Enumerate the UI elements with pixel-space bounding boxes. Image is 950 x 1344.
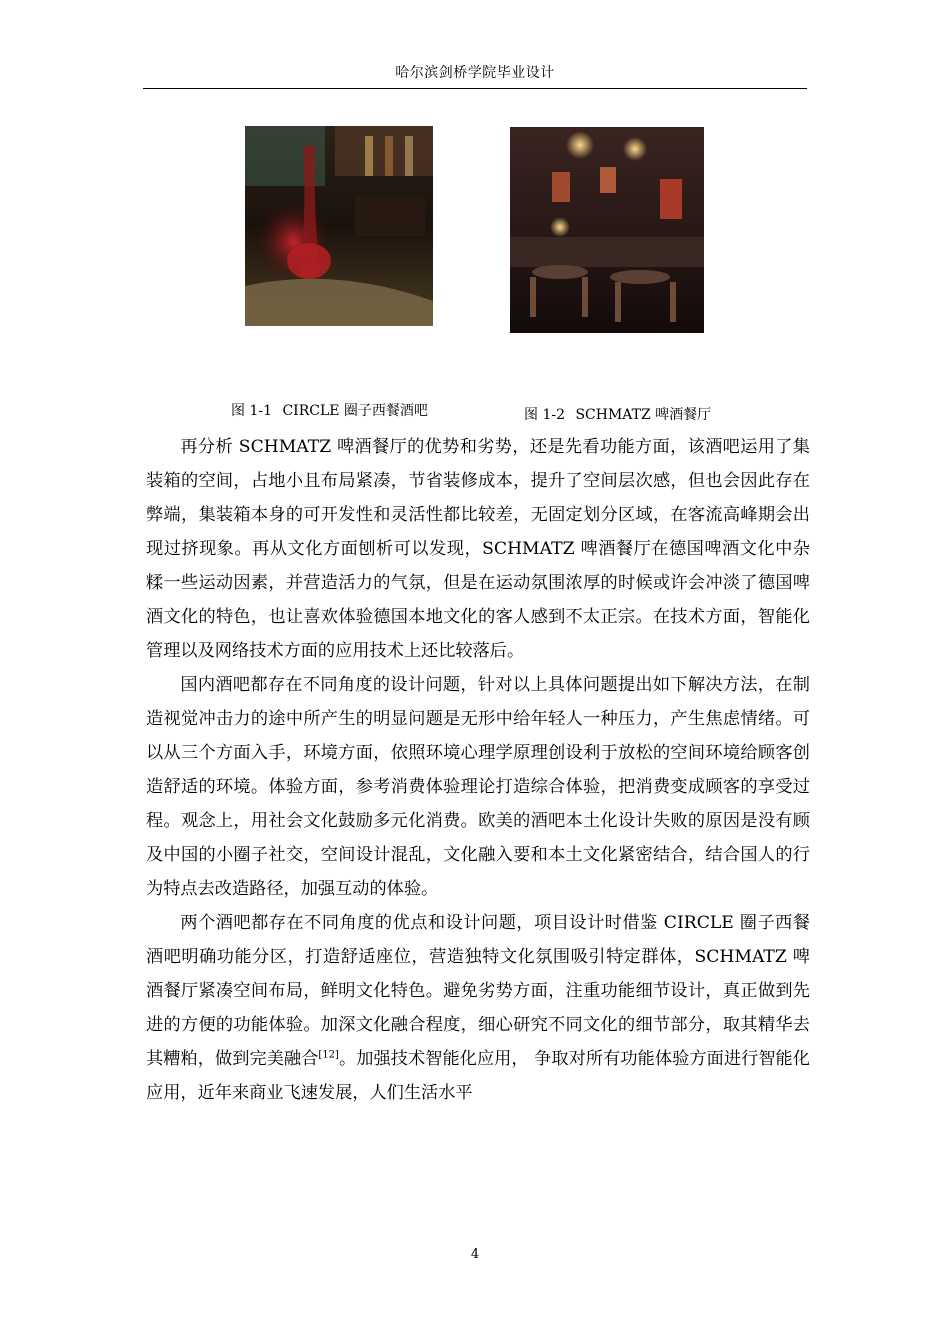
figure-1-1-text: CIRCLE 圈子西餐酒吧 [282, 403, 428, 419]
paragraph: 再分析 SCHMATZ 啤酒餐厅的优势和劣势，还是先看功能方面，该酒吧运用了集装箱的空间，占地小且布局紧凑，节省装修成本，提升了空间层次感，但也会因此存在弊端，集装箱本身的可开发性和灵活性都比较差，无固定划分区域，在客流高峰期会出现过挤现象。再从文化方面刨析可以发现，SCHMATZ 啤酒餐厅在德国啤酒文化中杂糅一些运动因素，并营造活力的气氛，但是在运动氛围浓厚的时候或许会冲淡了德国啤酒文化的特色，也让喜欢体验德国本地文化的客人感到不太正宗。在技术方面，智能化管理以及网络技术方面的应用技术上还比较落后。 [146, 437, 810, 661]
figure-1-2-photo [510, 127, 704, 333]
header-title: 哈尔滨剑桥学院毕业设计 [395, 65, 555, 81]
figure-1-2-caption [524, 404, 717, 424]
page-number: 4 [470, 1247, 480, 1262]
figure-1-1-caption [231, 400, 434, 420]
figure-1-1-photo [245, 126, 433, 326]
paragraph-text: 两个酒吧都存在不同角度的优点和设计问题，项目设计时借鉴 CIRCLE 圈子西餐酒吧明确功能分区，打造舒适座位，营造独特文化氛围吸引特定群体，SCHMATZ 啤酒餐厅紧凑空间布局，鲜明文化特色。避免劣势方面，注重功能细节设计，真正做到先进的方便的功能体验。加深文化融合程度，细心研究不同文化的细节部分，取其精华去其糟粕，做到完美融合 [146, 913, 810, 1069]
header-rule [143, 88, 807, 89]
body-text [146, 430, 810, 1110]
paragraph: 国内酒吧都存在不同角度的设计问题，针对以上具体问题提出如下解决方法，在制造视觉冲击力的途中所产生的明显问题是无形中给年轻人一种压力，产生焦虑情绪。可以从三个方面入手，环境方面，依照环境心理学原理创设利于放松的空间环境给顾客创造舒适的环境。体验方面，参考消费体验理论打造综合体验，把消费变成顾客的享受过程。观念上，用社会文化鼓励多元化消费。欧美的酒吧本土化设计失败的原因是没有顾及中国的小圈子社交，空间设计混乱，文化融入要和本土文化紧密结合，结合国人的行为特点去改造路径，加强互动的体验。 [146, 675, 810, 899]
figure-1-2-text: SCHMATZ 啤酒餐厅 [575, 407, 712, 423]
citation: [12] [318, 1049, 339, 1061]
paragraph [146, 906, 810, 1110]
figure-1-2-label: 图 1-2 [524, 407, 565, 423]
figure-1-1-label: 图 1-1 [231, 403, 272, 419]
paragraph-text: 。加强技术智能化应用， 争取对所有功能体验方面进行智能化应用，近年来商业飞速发展，人们生活水平 [146, 1049, 810, 1103]
